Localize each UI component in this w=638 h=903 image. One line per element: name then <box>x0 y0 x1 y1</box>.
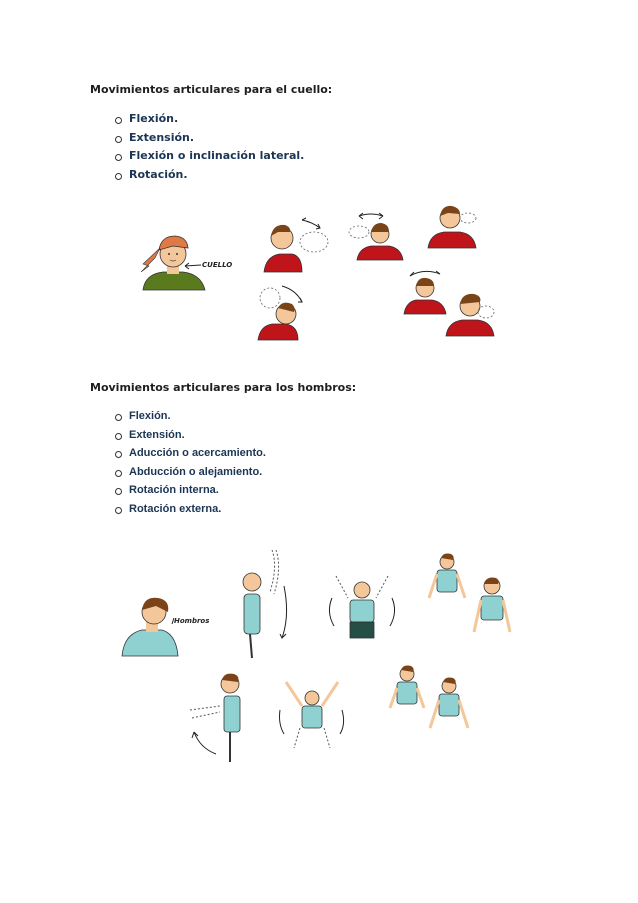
list-item: Extensión. <box>115 426 266 445</box>
neck-intro-illustration <box>133 228 243 298</box>
shoulder-movement-list <box>115 407 266 518</box>
list-item: Rotación externa. <box>115 500 266 519</box>
list-item: Abducción o alejamiento. <box>115 463 266 482</box>
neck-extension-illustration <box>444 290 500 338</box>
shoulder-intro-illustration <box>118 590 218 660</box>
shoulder-external-rotation-illustration <box>426 676 472 734</box>
shoulder-rotation-a-illustration <box>425 552 469 608</box>
neck-heading: Movimientos articulares para el cuello: <box>90 83 333 96</box>
neck-rotation-front-illustration <box>345 210 415 262</box>
list-item: Flexión. <box>115 407 266 426</box>
list-item: Aducción o acercamiento. <box>115 444 266 463</box>
shoulder-abduction-illustration <box>322 568 402 644</box>
list-item: Rotación interna. <box>115 481 266 500</box>
shoulder-internal-rotation-illustration <box>384 664 430 720</box>
shoulders-label: Hombros <box>174 617 210 625</box>
shoulder-rotation-b-illustration <box>468 574 516 636</box>
neck-movement-list <box>115 110 304 184</box>
list-item: Extensión. <box>115 129 304 148</box>
shoulder-arms-up-illustration <box>276 676 348 752</box>
shoulder-extension-illustration <box>186 670 250 766</box>
list-item: Rotación. <box>115 166 304 185</box>
neck-flexion-illustration <box>252 282 312 342</box>
list-item: Flexión. <box>115 110 304 129</box>
shoulders-heading: Movimientos articulares para los hombros: <box>90 381 357 394</box>
neck-rotation-side-illustration <box>258 214 358 276</box>
list-item: Flexión o inclinación lateral. <box>115 147 304 166</box>
shoulder-flexion-illustration <box>232 546 292 662</box>
neck-lateral-illustration <box>422 200 484 250</box>
neck-label: CUELLO <box>202 261 233 269</box>
